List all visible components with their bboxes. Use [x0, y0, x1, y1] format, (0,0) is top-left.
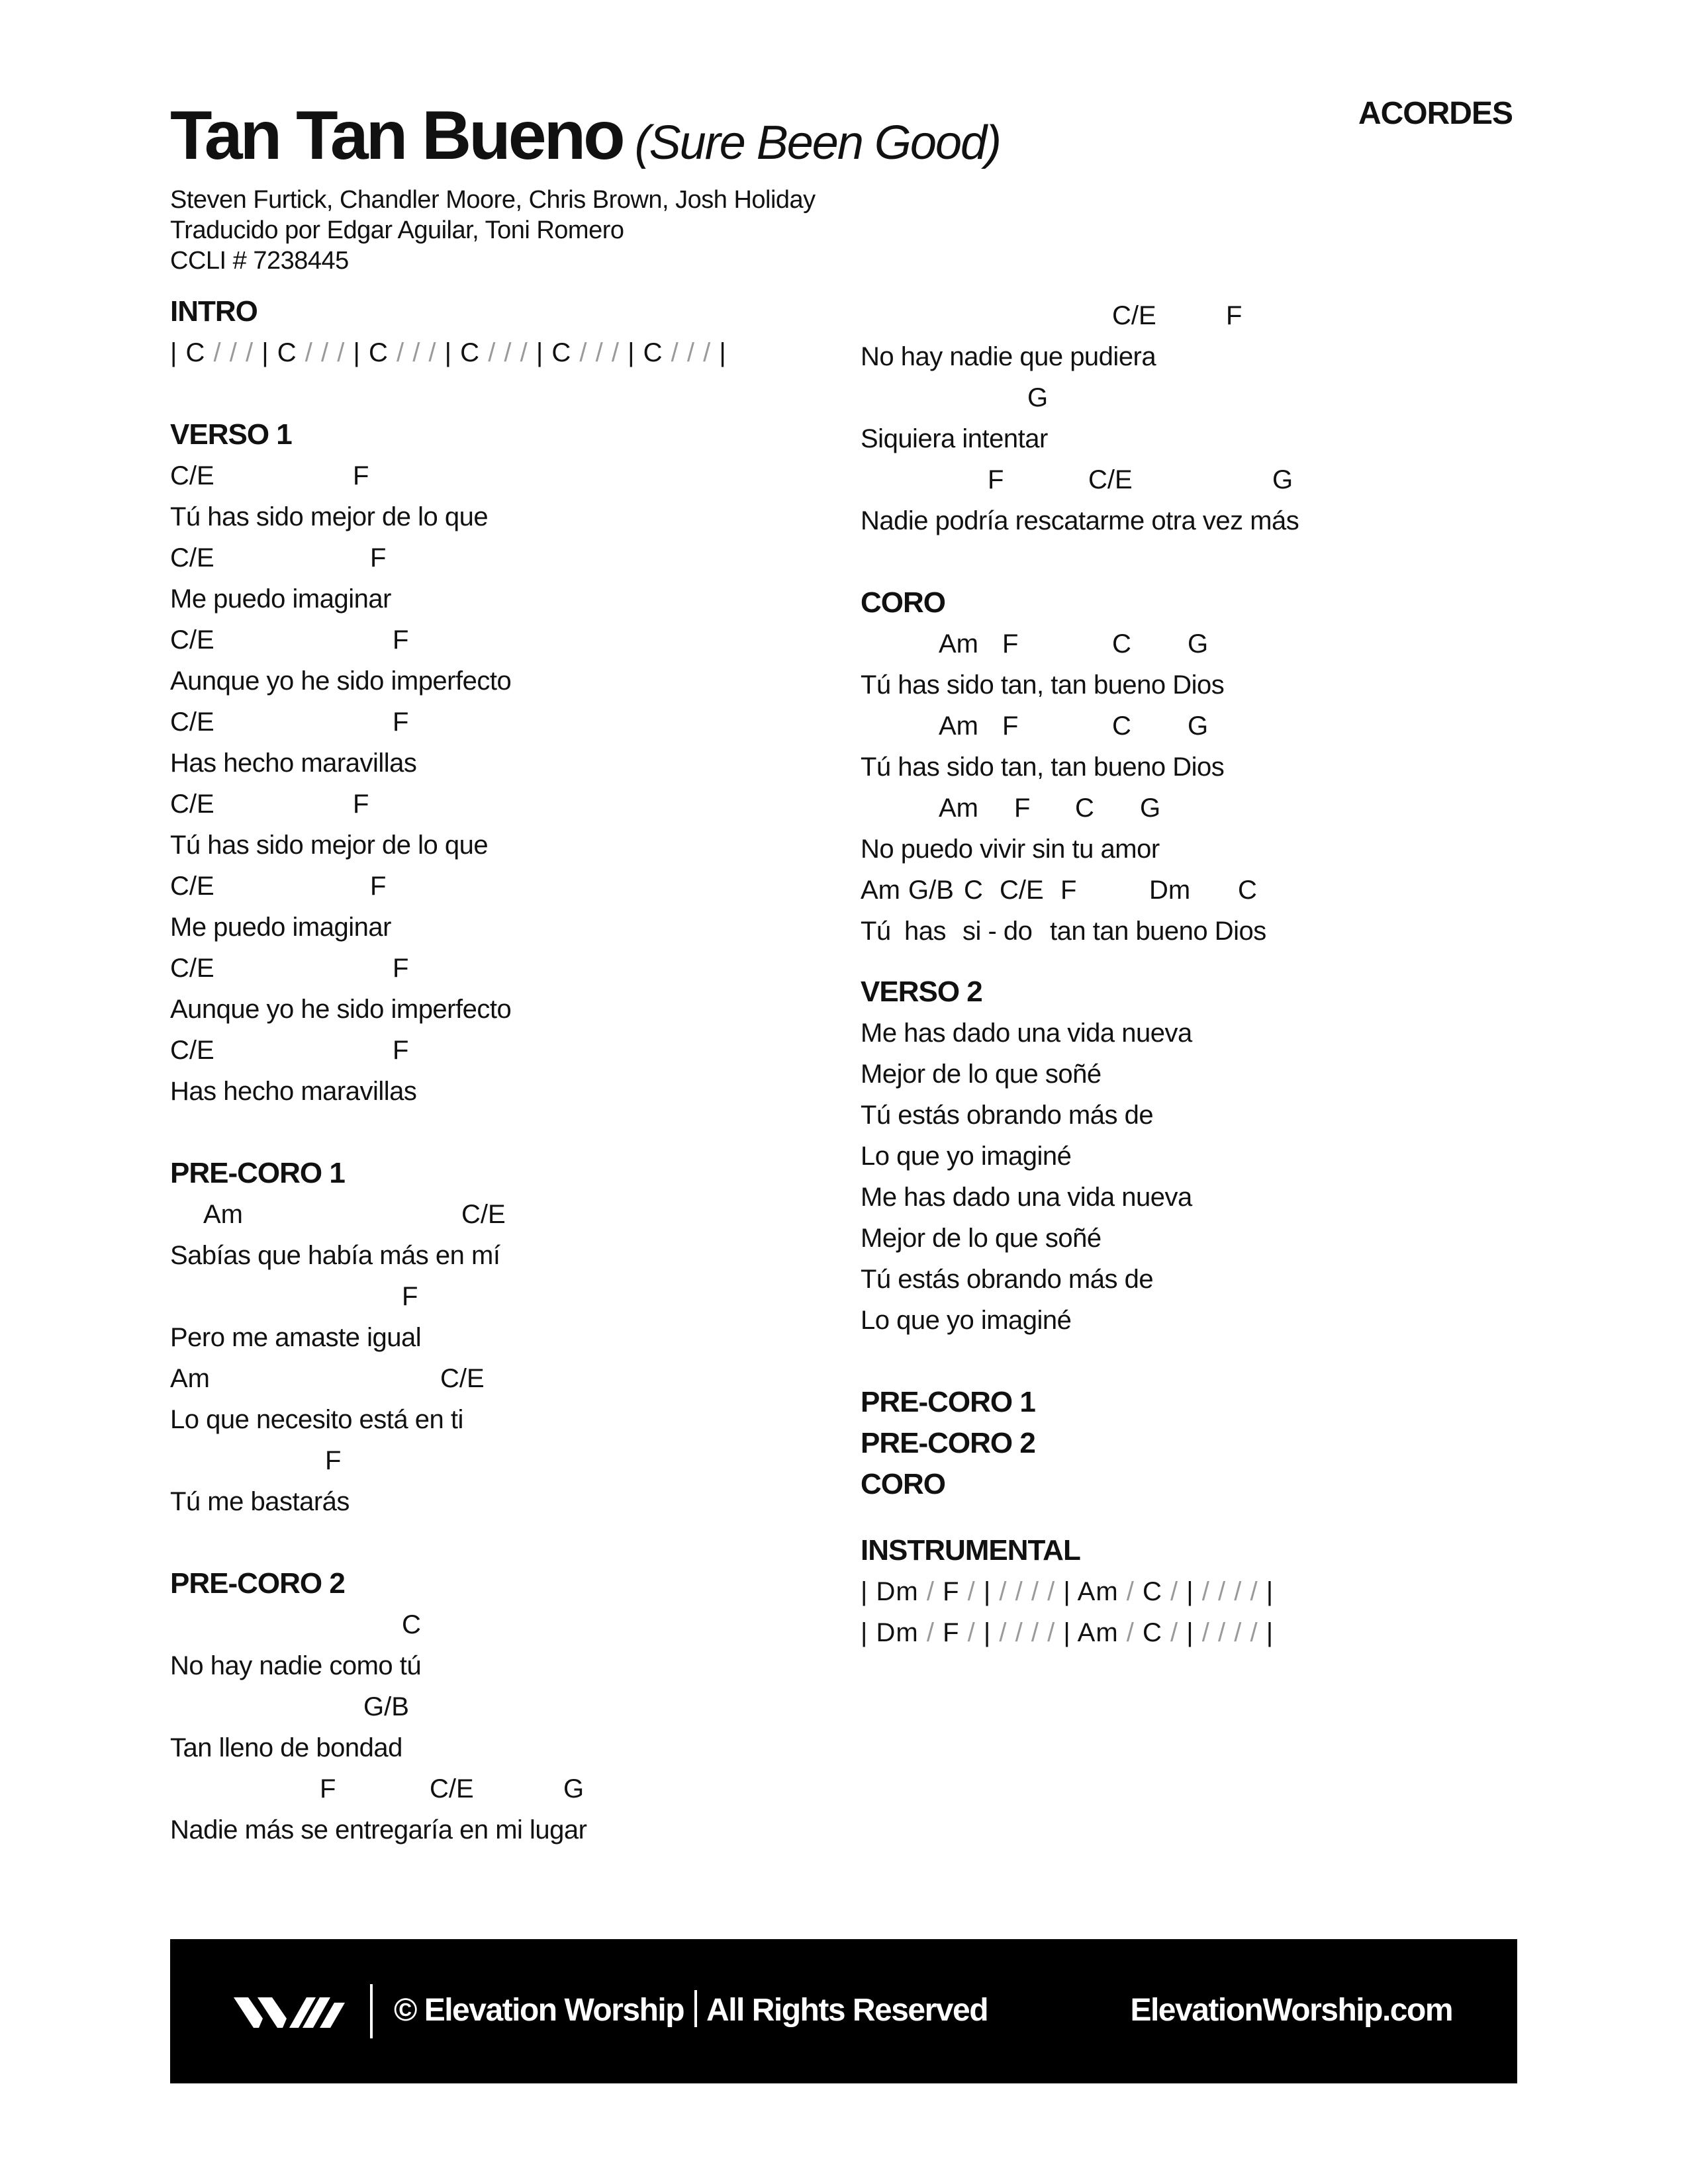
- chord-line: C/E F: [170, 790, 369, 819]
- section-heading-verse-1: VERSO 1: [170, 418, 292, 451]
- song-title-text: Tan Tan Bueno: [170, 97, 623, 174]
- lyric-line: Tú has sido mejor de lo que: [170, 831, 489, 860]
- lyric-line: Aunque yo he sido imperfecto: [170, 666, 512, 696]
- lyric-line: Me has dado una vida nueva: [861, 1019, 1192, 1048]
- lyric-line: Siquiera intentar: [861, 424, 1048, 453]
- lyric-line: Pero me amaste igual: [170, 1323, 422, 1352]
- chord-line: Am F C G: [939, 794, 1161, 823]
- lyric-line: No puedo vivir sin tu amor: [861, 835, 1160, 864]
- footer-bar: [170, 1939, 1517, 2083]
- lyric-line: Nadie podría rescatarme otra vez más: [861, 506, 1299, 535]
- lyric-line: Lo que yo imaginé: [861, 1142, 1072, 1171]
- repeat-section-pre-coro-2: PRE-CORO 2: [861, 1427, 1035, 1459]
- chord-line: Am F C G: [939, 629, 1209, 659]
- lyric-line: Mejor de lo que soñé: [861, 1224, 1102, 1253]
- chord-line: Am F C G: [939, 711, 1209, 741]
- lyric-line: Sabías que había más en mí: [170, 1241, 500, 1270]
- chord-line: C/E F: [170, 543, 387, 572]
- lyric-line: Tú has sido tan, tan bueno Dios: [861, 752, 1225, 782]
- lyric-line: Me puedo imaginar: [170, 913, 391, 942]
- lyric-line: Tan lleno de bondad: [170, 1733, 402, 1762]
- section-heading-coro: CORO: [861, 586, 945, 619]
- lyric-line: Tú has si - do tan tan bueno Dios: [861, 917, 1266, 946]
- lyric-line: No hay nadie que pudiera: [861, 342, 1156, 371]
- chord-line: F C/E G: [320, 1774, 585, 1803]
- chord-line: Am C/E: [203, 1200, 506, 1229]
- sheet-type-label: ACORDES: [1358, 96, 1513, 131]
- section-heading-pre-coro-2: PRE-CORO 2: [170, 1567, 345, 1600]
- repeat-section-coro: CORO: [861, 1468, 945, 1500]
- repeat-section-pre-coro-1: PRE-CORO 1: [861, 1386, 1035, 1418]
- chord-line: C/E F: [170, 872, 387, 901]
- chord-line: C/E F: [1112, 301, 1243, 330]
- lyric-line: Me has dado una vida nueva: [861, 1183, 1192, 1212]
- instrumental-chord-bars: | Dm / F / | / / / / | Am / C / | / / / / |: [861, 1618, 1274, 1647]
- elevation-logo-icon: [234, 1995, 345, 2030]
- left-column: [170, 291, 832, 1850]
- translators: Traducido por Edgar Aguilar, Toni Romero: [170, 216, 624, 244]
- lyric-line: Tú estás obrando más de: [861, 1265, 1154, 1294]
- copyright-text: © Elevation Worship All Rights Reserved: [394, 1989, 988, 2032]
- chord-line: F C/E G: [988, 465, 1293, 494]
- lyric-line: Tú has sido tan, tan bueno Dios: [861, 670, 1225, 700]
- song-title: [170, 93, 1295, 186]
- lyric-line: Tú estás obrando más de: [861, 1101, 1154, 1130]
- section-heading-verse-2: VERSO 2: [861, 976, 982, 1008]
- website-link[interactable]: ElevationWorship.com: [1130, 1993, 1452, 2028]
- authors: Steven Furtick, Chandler Moore, Chris Brown, Josh Holiday: [170, 186, 816, 214]
- lyric-line: Lo que yo imaginé: [861, 1306, 1072, 1335]
- lyric-line: Tú has sido mejor de lo que: [170, 502, 489, 531]
- lyric-line: Tú me bastarás: [170, 1487, 350, 1516]
- chord-line: C/E F: [170, 461, 369, 490]
- lyric-line: No hay nadie como tú: [170, 1651, 422, 1680]
- chord-line: C/E F: [170, 954, 409, 983]
- section-heading-pre-coro-1: PRE-CORO 1: [170, 1157, 345, 1189]
- footer-divider: [370, 1984, 373, 2038]
- chord-line: G: [1027, 383, 1049, 412]
- lyric-line: Me puedo imaginar: [170, 584, 391, 614]
- lyric-line: Nadie más se entregaría en mi lugar: [170, 1815, 587, 1844]
- right-column: [861, 295, 1523, 1653]
- chord-line: Am G/B C C/E F Dm C: [861, 876, 1257, 905]
- lyric-line: Has hecho maravillas: [170, 749, 417, 778]
- section-heading-intro: INTRO: [170, 295, 258, 328]
- instrumental-chord-bars: | Dm / F / | / / / / | Am / C / | / / / / |: [861, 1577, 1274, 1606]
- chord-line: G/B: [363, 1692, 409, 1721]
- chord-line: C/E F: [170, 1036, 409, 1065]
- song-subtitle: (Sure Been Good): [634, 116, 1001, 169]
- chord-line: Am C/E: [170, 1364, 485, 1393]
- lyric-line: Lo que necesito está en ti: [170, 1405, 463, 1434]
- chord-line: F: [402, 1282, 418, 1311]
- lyric-line: Has hecho maravillas: [170, 1077, 417, 1106]
- intro-chord-bars: | C / / / | C / / / | C / / / | C / / / | C / / / | C / / / |: [170, 338, 727, 367]
- ccli-number: CCLI # 7238445: [170, 247, 349, 275]
- section-heading-instrumental: INSTRUMENTAL: [861, 1534, 1080, 1567]
- lyric-line: Aunque yo he sido imperfecto: [170, 995, 512, 1024]
- chord-line: F: [325, 1446, 342, 1475]
- lyric-line: Mejor de lo que soñé: [861, 1060, 1102, 1089]
- chord-line: C/E F: [170, 625, 409, 655]
- title-block: [170, 93, 1295, 276]
- chord-line: C/E F: [170, 707, 409, 737]
- chord-line: C: [402, 1610, 421, 1639]
- credits: [170, 185, 1295, 276]
